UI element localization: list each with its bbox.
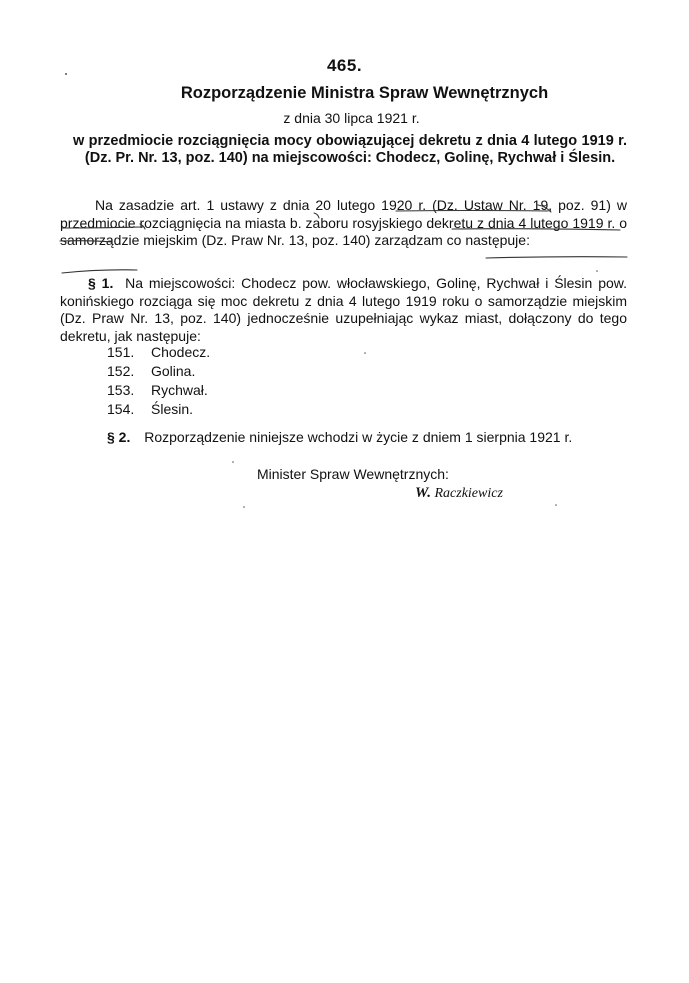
town-number: 153. [107, 382, 135, 398]
section-1-paragraph [60, 275, 627, 345]
town-name: Ślesin. [151, 401, 194, 417]
preamble-paragraph: Na zasadzie art. 1 ustawy z dnia 20 lutego 1920 r. (Dz. Ustaw Nr. 19, poz. 91) w przedmiocie rozciągnięcia na miasta b. zaboru rosyjskiego dekretu z dnia 4 lutego 1919 r. o samorządzie miejskim (Dz. Praw Nr. 13, poz. 140) zarządzam co następuje: [60, 197, 627, 248]
list-item [107, 362, 210, 381]
town-number: 154. [107, 401, 135, 417]
list-item [107, 381, 210, 400]
town-name: Rychwał. [151, 382, 208, 398]
town-name: Chodecz. [151, 344, 211, 360]
signature-initial: W. [415, 485, 431, 501]
section-1-label: § 1. [88, 275, 114, 291]
signature-title: Minister Spraw Wewnętrznych: [257, 466, 449, 482]
signature-surname: Raczkiewicz [434, 486, 503, 501]
list-item [107, 400, 210, 419]
town-number: 151. [107, 344, 135, 360]
list-item [107, 343, 210, 362]
section-2-label: § 2. [107, 429, 131, 445]
section-2-text: Rozporządzenie niniejsze wchodzi w życie z dniem 1 sierpnia 1921 r. [144, 429, 573, 445]
town-name: Golina. [151, 363, 196, 379]
section-1-text: Na miejscowości: Chodecz pow. włocławskiego, Golinę, Rychwał i Ślesin pow. konińskiego rozciąga się moc dekretu z dnia 4 lutego 1919 roku o samorządzie miejskim (Dz. Praw Nr. 13, poz. 140) jednocześnie uzupełniając wykaz miast, dołączony do tego dekretu, jak następuje: [60, 275, 627, 344]
towns-list [107, 343, 210, 419]
regulation-subject: w przedmiocie rozciągnięcia mocy obowiązującej dekretu z dnia 4 lutego 1919 r. (Dz. Pr. Nr. 13, poz. 140) na miejscowości: Chodecz, Golinę, Rychwał i Ślesin. [73, 133, 627, 166]
signature-name [415, 485, 503, 502]
town-number: 152. [107, 363, 135, 379]
page-number: 465. [326, 56, 363, 75]
regulation-date: z dnia 30 lipca 1921 r. [283, 110, 420, 126]
section-2-paragraph [107, 429, 647, 445]
regulation-title: Rozporządzenie Ministra Spraw Wewnętrznych [180, 84, 549, 102]
